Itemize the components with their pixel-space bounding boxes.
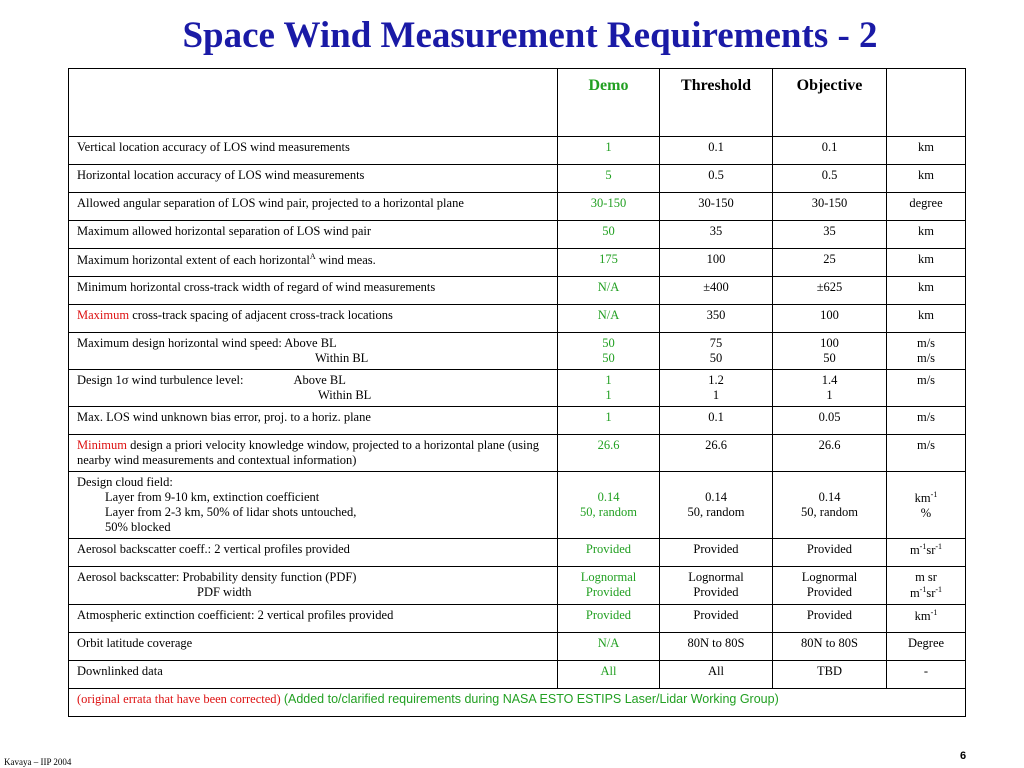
unit-cell: km <box>887 277 966 305</box>
demo-value: 50 <box>602 351 615 365</box>
demo-cell: Provided <box>558 605 660 633</box>
table-row <box>69 539 966 567</box>
requirement-cell: Horizontal location accuracy of LOS wind measurements <box>69 165 558 193</box>
objective-cell <box>773 567 887 605</box>
requirement-text: Above BL <box>293 373 346 387</box>
table-row <box>69 193 966 221</box>
table-row <box>69 305 966 333</box>
demo-cell <box>558 472 660 539</box>
requirement-text: Maximum horizontal extent of each horizontal <box>77 253 310 268</box>
page-number: 6 <box>960 750 967 762</box>
demo-cell <box>558 370 660 407</box>
unit-value: $m^{-1}sr^{-1}$ <box>909 585 943 601</box>
unit-cell: - <box>887 661 966 689</box>
unit-cell: m/s <box>887 435 966 472</box>
demo-cell: 5 <box>558 165 660 193</box>
objective-cell <box>773 370 887 407</box>
unit-cell: km <box>887 305 966 333</box>
threshold-cell: 80N to 80S <box>660 633 773 661</box>
requirement-text: Design 1 <box>77 373 122 387</box>
threshold-cell: 0.1 <box>660 137 773 165</box>
requirement-cell: Downlinked data <box>69 661 558 689</box>
demo-cell: N/A <box>558 277 660 305</box>
slide-title: Space Wind Measurement Requirements - 2 <box>182 15 878 56</box>
demo-cell: 30-150 <box>558 193 660 221</box>
requirement-line: Within BL <box>318 388 372 402</box>
unit-cell: km <box>887 221 966 249</box>
demo-value: 50 <box>602 336 615 350</box>
requirement-line <box>77 373 549 388</box>
demo-cell: 1 <box>558 407 660 435</box>
table-row <box>69 567 966 605</box>
header-threshold: Threshold <box>660 69 773 137</box>
requirement-cell: Vertical location accuracy of LOS wind measurements <box>69 137 558 165</box>
threshold-cell: ±400 <box>660 277 773 305</box>
unit-cell: km <box>887 165 966 193</box>
objective-cell: Provided <box>773 605 887 633</box>
threshold-value: 50, random <box>687 505 745 519</box>
unit-cell: km <box>887 137 966 165</box>
table-row <box>69 221 966 249</box>
demo-cell: 50 <box>558 221 660 249</box>
unit-cell: km <box>887 249 966 277</box>
objective-cell: 0.5 <box>773 165 887 193</box>
requirement-cell: Maximum allowed horizontal separation of LOS wind pair <box>69 221 558 249</box>
legend-cell <box>69 689 966 717</box>
requirement-line: Layer from 2-3 km, 50% of lidar shots untouched, <box>105 505 357 519</box>
objective-cell: Provided <box>773 539 887 567</box>
table-row <box>69 277 966 305</box>
objective-cell: 35 <box>773 221 887 249</box>
footer-author: Kavaya – IIP 2004 <box>4 757 72 767</box>
threshold-cell <box>660 370 773 407</box>
unit-value: m sr <box>915 570 937 584</box>
requirement-cell <box>69 370 558 407</box>
requirement-line: Layer from 9-10 km, extinction coefficient <box>105 490 320 504</box>
objective-cell: 100 <box>773 305 887 333</box>
objective-cell: ±625 <box>773 277 887 305</box>
requirement-cell <box>69 305 558 333</box>
requirement-cell: Atmospheric extinction coefficient: 2 vertical profiles provided <box>69 605 558 633</box>
unit-value: m/s <box>916 351 936 365</box>
table-row <box>69 435 966 472</box>
threshold-cell: 26.6 <box>660 435 773 472</box>
requirement-cell: Max. LOS wind unknown bias error, proj. to a horiz. plane <box>69 407 558 435</box>
requirement-text: wind meas. <box>315 253 376 268</box>
table-row <box>69 165 966 193</box>
header-demo: Demo <box>558 69 660 137</box>
requirement-line: Aerosol backscatter: Probability density function (PDF) <box>77 570 357 584</box>
threshold-cell: Provided <box>660 605 773 633</box>
requirement-cell: Orbit latitude coverage <box>69 633 558 661</box>
demo-value: Provided <box>585 585 632 599</box>
objective-cell: 0.1 <box>773 137 887 165</box>
requirement-line: Within BL <box>315 351 369 365</box>
requirement-cell: Allowed angular separation of LOS wind pair, projected to a horizontal plane <box>69 193 558 221</box>
table-header-row <box>69 69 966 137</box>
requirement-line: Design cloud field: <box>77 475 173 489</box>
demo-cell: N/A <box>558 305 660 333</box>
legend-row <box>69 689 966 717</box>
demo-value: 50, random <box>580 505 637 519</box>
objective-value: 0.14 <box>818 490 841 504</box>
table-row <box>69 407 966 435</box>
table-row <box>69 633 966 661</box>
unit-cell: degree <box>887 193 966 221</box>
requirements-table <box>68 68 966 717</box>
requirement-cell: Minimum horizontal cross-track width of regard of wind measurements <box>69 277 558 305</box>
requirement-line: PDF width <box>197 585 252 599</box>
demo-cell <box>558 333 660 370</box>
threshold-cell: 0.5 <box>660 165 773 193</box>
footnote-marker: A <box>309 252 316 261</box>
table-row <box>69 472 966 539</box>
unit-value: m/s <box>916 336 936 350</box>
threshold-cell <box>660 333 773 370</box>
unit-value: m/s <box>916 373 936 387</box>
threshold-cell: 350 <box>660 305 773 333</box>
objective-value: Lognormal <box>801 570 858 584</box>
requirement-cell <box>69 333 558 370</box>
unit-value: % <box>920 506 932 521</box>
demo-value: 1 <box>605 388 612 402</box>
demo-value: 0.14 <box>597 490 620 504</box>
threshold-cell: Provided <box>660 539 773 567</box>
sigma-symbol: σ <box>121 373 129 387</box>
objective-cell: 80N to 80S <box>773 633 887 661</box>
corrected-word: Maximum <box>77 308 130 322</box>
threshold-value: Lognormal <box>688 570 744 584</box>
threshold-value: Provided <box>693 585 739 599</box>
threshold-cell <box>660 472 773 539</box>
requirement-text: design a priori velocity knowledge window, projected to a horizontal plane (using nearby wind measurements and contextual information) <box>77 438 539 467</box>
requirement-cell <box>69 472 558 539</box>
threshold-cell: 100 <box>660 249 773 277</box>
unit-cell <box>887 333 966 370</box>
threshold-value: 1.2 <box>708 373 724 387</box>
table-row <box>69 249 966 277</box>
requirement-text: wind turbulence level: <box>128 373 244 387</box>
demo-cell: N/A <box>558 633 660 661</box>
demo-cell: Provided <box>558 539 660 567</box>
objective-value: 100 <box>820 336 839 350</box>
clarified-note: (Added to/clarified requirements during NASA ESTO ESTIPS Laser/Lidar Working Group) <box>283 692 779 707</box>
table-row <box>69 605 966 633</box>
demo-cell: 26.6 <box>558 435 660 472</box>
requirement-cell: Aerosol backscatter coeff.: 2 vertical profiles provided <box>69 539 558 567</box>
objective-cell: 0.05 <box>773 407 887 435</box>
threshold-cell: All <box>660 661 773 689</box>
objective-value: 1.4 <box>821 373 838 387</box>
objective-cell <box>773 472 887 539</box>
threshold-value: 0.14 <box>705 490 727 504</box>
threshold-value: 75 <box>709 336 723 350</box>
threshold-cell <box>660 567 773 605</box>
header-objective: Objective <box>773 69 887 137</box>
requirement-line: 50% blocked <box>105 520 171 534</box>
demo-value: 1 <box>605 373 612 387</box>
unit-cell: m/s <box>887 407 966 435</box>
objective-cell: 25 <box>773 249 887 277</box>
demo-cell: 1 <box>558 137 660 165</box>
demo-cell: All <box>558 661 660 689</box>
requirement-line: Maximum design horizontal wind speed: Above BL <box>77 336 337 350</box>
threshold-cell: 35 <box>660 221 773 249</box>
demo-value: Lognormal <box>580 570 637 584</box>
errata-note: (original errata that have been corrected) <box>77 692 281 707</box>
threshold-cell: 0.1 <box>660 407 773 435</box>
requirement-cell <box>69 567 558 605</box>
requirement-text: cross-track spacing of adjacent cross-track locations <box>129 308 393 322</box>
header-unit <box>887 69 966 137</box>
requirement-cell <box>69 249 558 277</box>
objective-cell <box>773 333 887 370</box>
objective-cell: TBD <box>773 661 887 689</box>
corrected-word: Minimum <box>77 438 128 452</box>
demo-cell: 175 <box>558 249 660 277</box>
table-row <box>69 137 966 165</box>
unit-cell <box>887 567 966 605</box>
unit-value: $km^{-1}$ <box>914 490 938 506</box>
table-row <box>69 333 966 370</box>
demo-cell <box>558 567 660 605</box>
requirement-cell <box>69 435 558 472</box>
unit-cell: $m^{-1}sr^{-1}$ <box>887 539 966 567</box>
unit-cell: $km^{-1}$ <box>887 605 966 633</box>
objective-value: 50, random <box>801 505 858 519</box>
header-requirement <box>69 69 558 137</box>
objective-value: 1 <box>826 388 833 402</box>
threshold-value: 1 <box>712 388 720 402</box>
unit-cell <box>887 370 966 407</box>
threshold-value: 50 <box>709 351 723 365</box>
unit-cell <box>887 472 966 539</box>
table-row <box>69 661 966 689</box>
objective-cell: 26.6 <box>773 435 887 472</box>
objective-cell: 30-150 <box>773 193 887 221</box>
threshold-cell: 30-150 <box>660 193 773 221</box>
objective-value: Provided <box>806 585 853 599</box>
table-row <box>69 370 966 407</box>
unit-cell: Degree <box>887 633 966 661</box>
objective-value: 50 <box>823 351 836 365</box>
